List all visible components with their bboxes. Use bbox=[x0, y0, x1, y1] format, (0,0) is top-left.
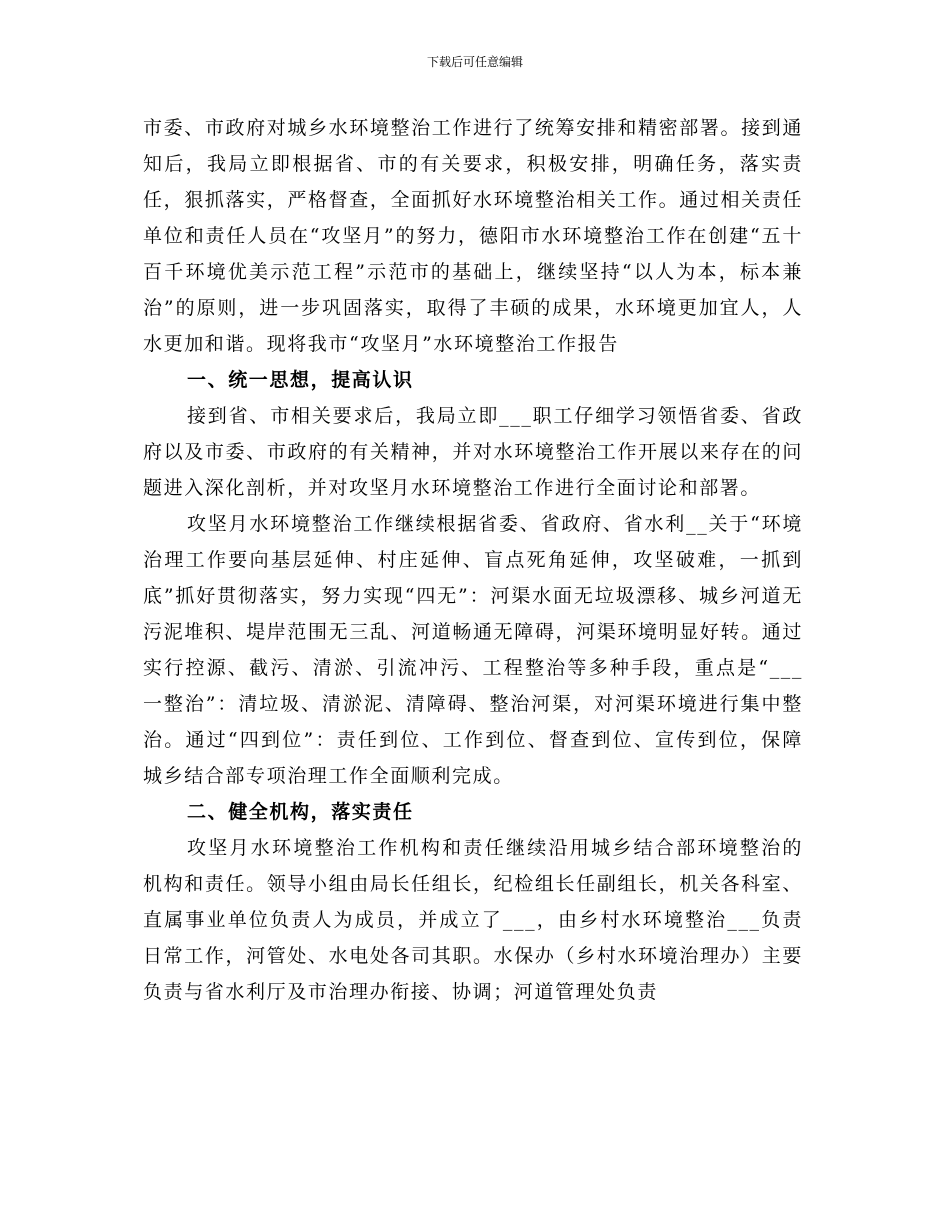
section-1-paragraph-2: 攻坚月水环境整治工作继续根据省委、省政府、省水利__关于“环境治理工作要向基层延伸、村庄延伸、盲点死角延伸，攻坚破难，一抓到底”抓好贯彻落实，努力实现“四无”：河渠水面无垃圾漂移、城乡河道无污泥堆积、堤岸范围无三乱、河道畅通无障碍，河渠环境明显好转。通过实行控源、截污、清淤、引流冲污、工程整治等多种手段，重点是“___一整治”：清垃圾、清淤泥、清障碍、整治河渠，对河渠环境进行集中整治。通过“四到位”：责任到位、工作到位、督查到位、宣传到位，保障城乡结合部专项治理工作全面顺利完成。 bbox=[143, 513, 803, 787]
page-header: 下载后可任意编辑 bbox=[426, 55, 523, 69]
intro-paragraph: 市委、市政府对城乡水环境整治工作进行了统筹安排和精密部署。接到通知后，我局立即根据省、市的有关要求，积极安排，明确任务，落实责任，狠抓落实，严格督查，全面抓好水环境整治相关工作。通过相关责任单位和责任人员在“攻坚月”的努力，德阳市水环境整治工作在创建“五十百千环境优美示范工程”示范市的基础上，继续坚持“以人为本，标本兼治”的原则，进一步巩固落实，取得了丰硕的成果，水环境更加宜人，人水更加和谐。现将我市“攻坚月”水环境整治工作报告 bbox=[143, 117, 803, 355]
section-2-paragraph-1: 攻坚月水环境整治工作机构和责任继续沿用城乡结合部环境整治的机构和责任。领导小组由局长任组长，纪检组长任副组长，机关各科室、直属事业单位负责人为成员，并成立了___，由乡村水环境整治___负责日常工作，河管处、水电处各司其职。水保办（乡村水环境治理办）主要负责与省水利厅及市治理办衔接、协调；河道管理处负责 bbox=[143, 837, 803, 1003]
section-1-heading: 一、统一思想，提高认识 bbox=[187, 369, 414, 391]
section-1-paragraph-1: 接到省、市相关要求后，我局立即___职工仔细学习领悟省委、省政府以及市委、市政府的有关精神，并对水环境整治工作开展以来存在的问题进入深化剖析，并对攻坚月水环境整治工作进行全面讨论和部署。 bbox=[143, 405, 803, 499]
document-body bbox=[143, 110, 803, 1010]
section-2-heading: 二、健全机构，落实责任 bbox=[187, 801, 414, 823]
